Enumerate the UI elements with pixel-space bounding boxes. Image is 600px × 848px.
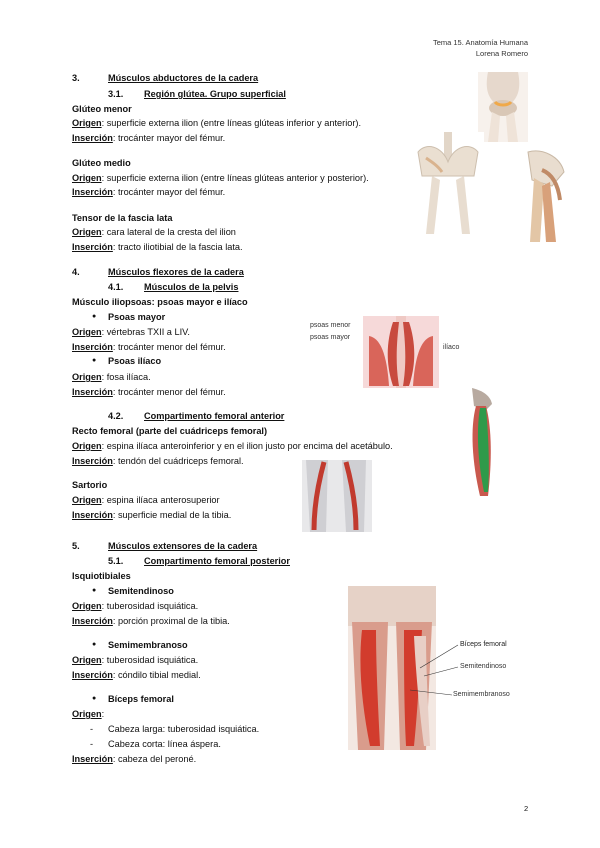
origin-text: : espina ilíaca anterosuperior: [101, 495, 220, 505]
subsection-number: 3.1.: [108, 89, 124, 99]
origin-text: : superficie externa ilion (entre líneas glúteas inferior y anterior).: [101, 118, 362, 128]
origin-line: [72, 173, 369, 185]
insertion-line: [72, 510, 231, 522]
muscle-name: Tensor de la fascia lata: [72, 213, 173, 223]
short-head-line: [90, 739, 221, 751]
origin-text: : cara lateral de la cresta del ilion: [101, 227, 236, 237]
section-number: 4.: [72, 267, 80, 277]
insertion-label: Inserción: [72, 510, 113, 520]
insertion-text: : tracto iliotibial de la fascia lata.: [112, 242, 243, 252]
subsection-number: 4.2.: [108, 411, 124, 421]
insertion-text: : trocánter menor del fémur.: [112, 387, 226, 397]
page-number: 2: [524, 804, 529, 813]
origin-label: Origen: [72, 118, 102, 128]
origin-text: :: [101, 709, 105, 719]
section-4-heading: [72, 267, 244, 279]
figure-label: ilíaco: [443, 344, 460, 351]
origin-label: Origen: [72, 601, 102, 611]
muscle-name: Glúteo menor: [72, 104, 132, 114]
insertion-line: [72, 187, 225, 199]
rectus-femoris-illustration: [462, 388, 500, 500]
insertion-label: Inserción: [72, 133, 113, 143]
origin-label: Origen: [72, 441, 102, 451]
origin-line: [72, 327, 190, 339]
bullet-item: ● Psoas ilíaco: [108, 356, 161, 368]
sartorius-illustration: [302, 460, 372, 532]
subsection-title: Músculos de la pelvis: [144, 282, 239, 292]
insertion-text: : trocánter mayor del fémur.: [112, 133, 226, 143]
origin-text: : espina ilíaca anteroinferior y en el ilion justo por encima del acetábulo.: [101, 441, 393, 451]
insertion-text: : trocánter menor del fémur.: [112, 342, 226, 352]
insertion-text: : cabeza del peroné.: [112, 754, 197, 764]
section-title: Músculos extensores de la cadera: [108, 541, 258, 551]
origin-line: [72, 441, 393, 453]
origin-line: [72, 118, 361, 130]
subsection-number: 5.1.: [108, 556, 124, 566]
origin-line: [72, 601, 198, 613]
figure-label: Semimembranoso: [453, 691, 510, 698]
section-number: 5.: [72, 541, 80, 551]
section-number: 3.: [72, 73, 80, 83]
insertion-text: : cóndilo tibial medial.: [112, 670, 201, 680]
muscle-name: Recto femoral (parte del cuádriceps femoral): [72, 426, 268, 436]
pelvis-posterior-illustration: [412, 132, 484, 234]
insertion-text: : superficie medial de la tibia.: [112, 510, 232, 520]
short-head-text: Cabeza corta: línea áspera.: [108, 739, 221, 749]
header-line1: Tema 15. Anatomía Humana: [432, 38, 528, 47]
subsection-title: Compartimento femoral anterior: [144, 411, 285, 421]
insertion-label: Inserción: [72, 616, 113, 626]
origin-label: Origen: [72, 709, 102, 719]
insertion-line: [72, 456, 244, 468]
insertion-label: Inserción: [72, 456, 113, 466]
insertion-line: [72, 754, 196, 766]
origin-text: : tuberosidad isquiática.: [101, 601, 199, 611]
subsection-number: 4.1.: [108, 282, 124, 292]
figure-label: Bíceps femoral: [460, 641, 507, 648]
origin-text: : tuberosidad isquiática.: [101, 655, 199, 665]
origin-label: Origen: [72, 495, 102, 505]
insertion-text: : trocánter mayor del fémur.: [112, 187, 226, 197]
insertion-line: [72, 616, 230, 628]
figure-label: psoas menor: [310, 322, 351, 329]
subsection-4-1-heading: [108, 282, 238, 294]
origin-text: : superficie externa ilion (entre líneas glúteas anterior y posterior).: [101, 173, 369, 183]
muscle-name: Sartorio: [72, 480, 108, 490]
psoas-illustration: [363, 316, 439, 388]
origin-label: Origen: [72, 173, 102, 183]
section-title: Músculos flexores de la cadera: [108, 267, 244, 277]
insertion-label: Inserción: [72, 342, 113, 352]
origin-label: Origen: [72, 227, 102, 237]
origin-line: [72, 709, 104, 721]
subsection-title: Compartimento femoral posterior: [144, 556, 290, 566]
insertion-label: Inserción: [72, 670, 113, 680]
origin-text: : vértebras TXII a LIV.: [101, 327, 190, 337]
dash-marker: -: [90, 724, 94, 734]
muscle-name: Glúteo medio: [72, 158, 131, 168]
origin-label: Origen: [72, 327, 102, 337]
section-title: Músculos abductores de la cadera: [108, 73, 259, 83]
bullet-item: ● Semimembranoso: [108, 640, 188, 652]
label-leader-lines: [400, 640, 460, 700]
origin-line: [72, 227, 236, 239]
header-line2: Lorena Romero: [475, 49, 528, 58]
insertion-label: Inserción: [72, 242, 113, 252]
subsection-3-1-heading: [108, 89, 286, 101]
insertion-label: Inserción: [72, 387, 113, 397]
figure-label: psoas mayor: [310, 334, 351, 341]
origin-line: [72, 372, 151, 384]
pelvis-front-illustration: [478, 72, 528, 142]
insertion-line: [72, 387, 226, 399]
subsection-title: Región glútea. Grupo superficial: [144, 89, 286, 99]
origin-label: Origen: [72, 372, 102, 382]
subsection-5-1-heading: [108, 556, 290, 568]
insertion-label: Inserción: [72, 754, 113, 764]
bullet-item: ● Bíceps femoral: [108, 694, 174, 706]
subsection-4-2-heading: [108, 411, 284, 423]
long-head-text: Cabeza larga: tuberosidad isquiática.: [108, 724, 260, 734]
section-5-heading: [72, 541, 257, 553]
insertion-line: [72, 133, 225, 145]
origin-text: : fosa ilíaca.: [101, 372, 151, 382]
bullet-item: ● Semitendinoso: [108, 586, 174, 598]
group-name: Músculo iliopsoas: psoas mayor e ilíaco: [72, 297, 248, 307]
figure-label: Semitendinoso: [460, 663, 507, 670]
long-head-line: [90, 724, 260, 736]
insertion-text: : porción proximal de la tibia.: [112, 616, 230, 626]
insertion-text: : tendón del cuádriceps femoral.: [112, 456, 244, 466]
dash-marker: -: [90, 739, 94, 749]
origin-line: [72, 655, 198, 667]
insertion-line: [72, 242, 243, 254]
insertion-label: Inserción: [72, 187, 113, 197]
insertion-line: [72, 342, 226, 354]
section-3-heading: [72, 73, 258, 85]
hip-lateral-illustration: [512, 150, 574, 242]
bullet-item: ● Psoas mayor: [108, 312, 165, 324]
origin-line: [72, 495, 220, 507]
insertion-line: [72, 670, 201, 682]
group-name: Isquiotibiales: [72, 571, 131, 581]
origin-label: Origen: [72, 655, 102, 665]
